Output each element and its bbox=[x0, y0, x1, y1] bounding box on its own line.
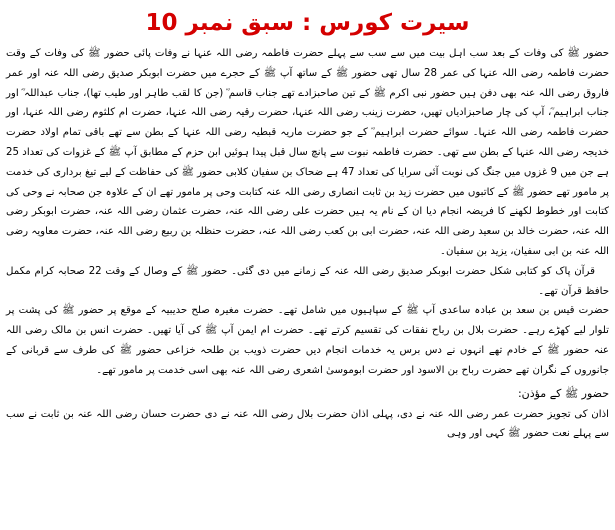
muazzin-paragraph: اذان کی تجویز حضرت عمر رضی اللہ عنہ نے دی، پہلی اذان حضرت بلال رضی اللہ عنہ نے دی حضرت حسان رضی اللہ عنہ بن ثابت نے سب سے پہلے نعت حضور ﷺ کہی اور وہی bbox=[6, 408, 609, 440]
paragraph-3: حضرت قیس بن سعد بن عبادہ ساعدی آپ ﷺ کے سپاہیوں میں شامل تھے۔ حضرت مغیرہ صلح حدیبیہ کے موقع پر حضور ﷺ کی پشت پر تلوار لیے کھڑے رہے۔ حضرت بلال بن رباح نفقات کی تقسیم کرتے تھے۔ حضرت ام ایمن آپ ﷺ کی آیا تھیں۔ حضرت انس بن مالک رضی اللہ عنہ حضور ﷺ کے خادم تھے انہوں نے دس برس یہ خدمات انجام دیں حضرت ذویب بن طلحہ خزاعی حضور ﷺ کی طرف سے قربانی کے جانوروں کے نگران تھے حضرت رباح بن الاسود اور حضرت ابوموسیٰ اشعری رضی اللہ عنہ بھی اسی خدمت پر مامور تھے۔ bbox=[6, 305, 609, 376]
paragraph-2: قرآن پاک کو کتابی شکل حضرت ابوبکر صدیق رضی اللہ عنہ کے زمانے میں دی گئی۔ حضور ﷺ کے وصال کے وقت 22 صحابہ کرام مکمل حافظ قرآن تھے۔ bbox=[6, 265, 609, 297]
lesson-body bbox=[6, 44, 609, 444]
muazzin-heading: حضور ﷺ کے مؤذن: bbox=[517, 386, 609, 400]
page-title: سیرت کورس : سبق نمبر 10 bbox=[145, 10, 470, 36]
paragraph-1: حضور ﷺ کی وفات کے بعد سب اہل بیت میں سے سب سے پہلے حضرت فاطمہ رضی اللہ عنہا نے وفات پائی حضور ﷺ کی وفات کے وقت حضرت فاطمہ رضی اللہ عنہا کی عمر 28 سال تھی حضور ﷺ کے ساتھ آپ ﷺ کے حجرے میں حضرت ابوبکر صدیق رضی اللہ عنہ اور عمر فاروق رضی اللہ عنہ بھی دفن ہیں حضور نبی اکرم ﷺ کے تین صاحبزادے تھے جناب قاسم ؓ (جن کا لقب طاہر اور طیب تھا)، جناب عبداللہ ؓ اور جناب ابراہیم ؓ، آپ کی چار صاحبزادیاں تھیں، حضرت زینب رضی اللہ عنہا، حضرت رقیہ رضی اللہ عنہا، حضرت ام کلثوم رضی اللہ عنہا، اور حضرت فاطمہ رضی اللہ عنہا۔ سوائے حضرت ابراہیم ؓ کے جو حضرت ماریہ قبطیہ رضی اللہ عنہا کے بطن سے تھے باقی تمام اولاد حضرت خدیجہ رضی اللہ عنہا کے بطن سے تھی۔ حضرت فاطمہ نبوت سے پانچ سال قبل پیدا ہوئیں ابن حزم کے مطابق آپ ﷺ کے غزوات کی تعداد 25 ہے جن میں 9 غزوں میں جنگ کی نوبت آئی سرایا کی تعداد 47 ہے ضحاک بن سفیان کلابی حضور ﷺ کی حفاظت کے لیے تیغ برداری کی خدمت پر مامور تھے حضور ﷺ کے کاتبوں میں حضرت زید بن ثابت انصاری رضی اللہ عنہ کتابت وحی پر مامور تھے ان کے علاوہ جن صحابہ نے وحی کی کتابت اور خطوط لکھنے کا فریضہ انجام دیا ان کے نام یہ ہیں حضرت علی رضی اللہ عنہ، حضرت عثمان رضی اللہ عنہ، حضرت ابوبکر رضی اللہ عنہ، حضرت خالد بن سعید رضی اللہ عنہ، حضرت ابی بن کعب رضی اللہ عنہ، حضرت حنظلہ بن ربیع رضی اللہ عنہ، حضرت معاویہ رضی اللہ عنہ بن ابی سفیان، یزید بن سفیان۔ bbox=[6, 48, 609, 257]
